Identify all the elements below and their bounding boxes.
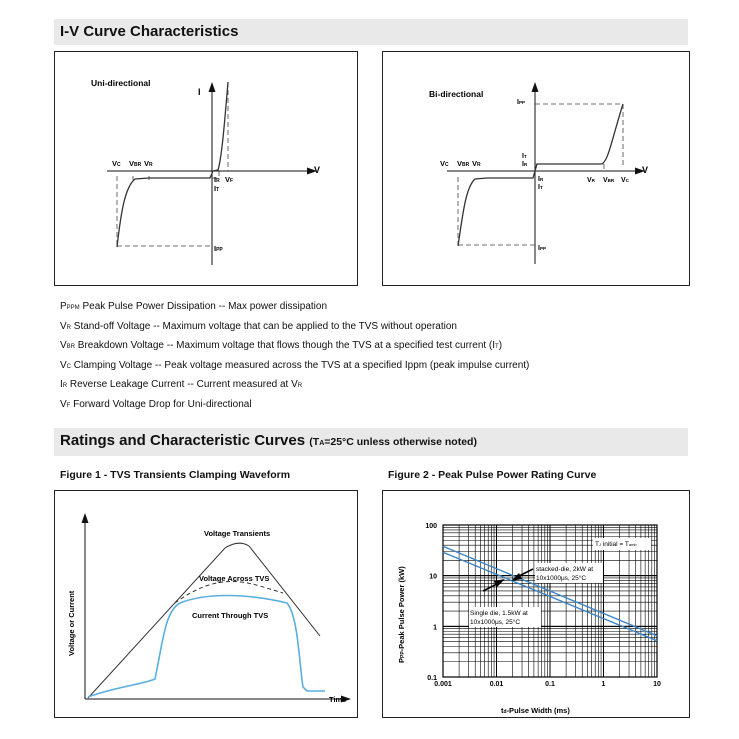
- bi-it-bot-label: I: [538, 184, 540, 191]
- bi-vr-label: V: [472, 159, 478, 168]
- definitions-list: [60, 298, 529, 416]
- bi-ir-top-label: I: [522, 161, 524, 168]
- definition-vbr: VBR Breakdown Voltage -- Maximum voltage that flows though the TVS at a specified test current (IT): [60, 340, 503, 352]
- uni-vbr-label: V: [129, 159, 135, 168]
- definition-ppm: PPPM Peak Pulse Power Dissipation -- Max power dissipation: [60, 301, 328, 312]
- svg-text:IR: IR: [538, 176, 544, 183]
- fig1-waveform: [55, 491, 357, 717]
- svg-text:PPP-Peak Pulse Power (kW): PPP-Peak Pulse Power (kW): [397, 566, 406, 663]
- bi-ir-bot-label: I: [538, 176, 540, 183]
- fig2-ann2-line2: 10x1000μs, 25°C: [470, 619, 521, 626]
- bi-ipp-top-label: I: [517, 99, 519, 106]
- section-header-iv: [54, 19, 688, 45]
- fig2-x-tick-label: 0.01: [489, 681, 504, 688]
- svg-text:IPP: IPP: [517, 99, 525, 106]
- fig1-label-voltage-across: Voltage Across TVS: [199, 574, 270, 583]
- iv-bi-diagram: [383, 52, 689, 285]
- section-title-ratings: Ratings and Characteristic Curves (TA=25°C unless otherwise noted): [60, 432, 477, 449]
- svg-text:VBR: VBR: [457, 159, 470, 168]
- svg-text:IT: IT: [538, 184, 543, 191]
- uni-ir-label: I: [214, 175, 217, 184]
- svg-text:td-Pulse Width (ms): td-Pulse Width (ms): [501, 706, 570, 715]
- fig2-chart: [383, 491, 689, 717]
- section-title-iv: I-V Curve Characteristics: [60, 23, 239, 40]
- svg-text:IT: IT: [214, 184, 220, 193]
- fig2-x-tick-label: 0.001: [434, 681, 452, 688]
- fig2-x-tick-label: 0.1: [545, 681, 555, 688]
- fig1-label-current-through: Current Through TVS: [192, 611, 269, 620]
- uni-ipp-label: I: [214, 244, 217, 253]
- fig2-ann1-line1: stacked-die, 2kW at: [536, 566, 594, 573]
- svg-text:VC: VC: [440, 159, 449, 168]
- iv-bi-title: Bi-directional: [429, 89, 484, 99]
- bi-vr2-label: V: [587, 177, 592, 184]
- fig1-title: Figure 1 - TVS Transients Clamping Waveform: [60, 469, 291, 481]
- fig1-panel: [54, 490, 358, 718]
- fig2-y-tick-label: 1: [433, 624, 437, 632]
- svg-text:IT: IT: [522, 153, 527, 160]
- iv-uni-axis-i: I: [198, 87, 201, 97]
- iv-bi-axis-v: V: [642, 165, 649, 175]
- svg-text:VC: VC: [112, 159, 121, 168]
- fig1-ylabel: Voltage or Current: [67, 590, 76, 656]
- fig2-y-tick-label: 0.1: [427, 675, 437, 682]
- iv-uni-title: Uni-directional: [91, 78, 151, 88]
- svg-text:VF: VF: [225, 175, 234, 184]
- uni-vc-label: V: [112, 159, 118, 168]
- bi-ipp-bot-label: I: [538, 245, 540, 252]
- fig2-ylabel: P: [397, 657, 406, 663]
- fig2-title: Figure 2 - Peak Pulse Power Rating Curve: [388, 469, 597, 481]
- svg-text:VBR: VBR: [129, 159, 142, 168]
- svg-text:VC: VC: [621, 177, 629, 184]
- uni-vf-label: V: [225, 175, 231, 184]
- fig2-x-tick-label: 1: [601, 681, 606, 688]
- fig1-xlabel: Time: [329, 695, 347, 704]
- svg-text:IPP: IPP: [538, 245, 546, 252]
- bi-vbr2-label: V: [603, 177, 608, 184]
- fig2-y-tick-label: 10: [429, 573, 437, 581]
- fig2-y-tick-label: 100: [425, 523, 437, 530]
- bi-vbr-label: V: [457, 159, 463, 168]
- svg-text:VBR: VBR: [603, 177, 615, 184]
- svg-text:VR: VR: [587, 177, 595, 184]
- bi-vc2-label: V: [621, 177, 626, 184]
- svg-text:VR: VR: [472, 159, 481, 168]
- fig2-panel: [382, 490, 690, 718]
- definition-ir: IR Reverse Leakage Current -- Current measured at VR: [60, 379, 303, 391]
- iv-uni-axis-v: V: [314, 165, 321, 175]
- definition-vf: VF Forward Voltage Drop for Uni-directional: [60, 398, 252, 410]
- definition-vr: VR Stand-off Voltage -- Maximum voltage that can be applied to the TVS without operation: [60, 320, 457, 332]
- fig1-label-voltage-transients: Voltage Transients: [204, 529, 271, 538]
- uni-vr-label: V: [144, 159, 150, 168]
- svg-text:IPP: IPP: [214, 244, 223, 253]
- iv-uni-diagram: [55, 52, 357, 285]
- iv-bi-panel: [382, 51, 690, 286]
- svg-text:IR: IR: [522, 161, 528, 168]
- uni-it-label: I: [214, 184, 217, 193]
- svg-text:VR: VR: [144, 159, 153, 168]
- bi-vc-label: V: [440, 159, 446, 168]
- fig2-xlabel: t: [501, 706, 504, 715]
- section-header-ratings: [54, 428, 688, 456]
- bi-it-top-label: I: [522, 153, 524, 160]
- fig2-ann2-line1: Single die, 1.5kW at: [470, 610, 528, 617]
- iv-uni-panel: [54, 51, 358, 286]
- svg-text:TJ initial = Tamb: TJ initial = Tamb: [595, 541, 637, 548]
- fig2-x-tick-label: 10: [653, 681, 661, 688]
- fig2-legend: T: [595, 541, 599, 548]
- definition-vc: VC Clamping Voltage -- Peak voltage measured across the TVS at a specified Ippm (peak impulse current): [60, 359, 530, 371]
- fig2-ann1-line2: 10x1000μs, 25°C: [536, 575, 587, 582]
- svg-text:IR: IR: [214, 175, 220, 184]
- section-note: (TA=25°C unless otherwise noted): [309, 436, 477, 448]
